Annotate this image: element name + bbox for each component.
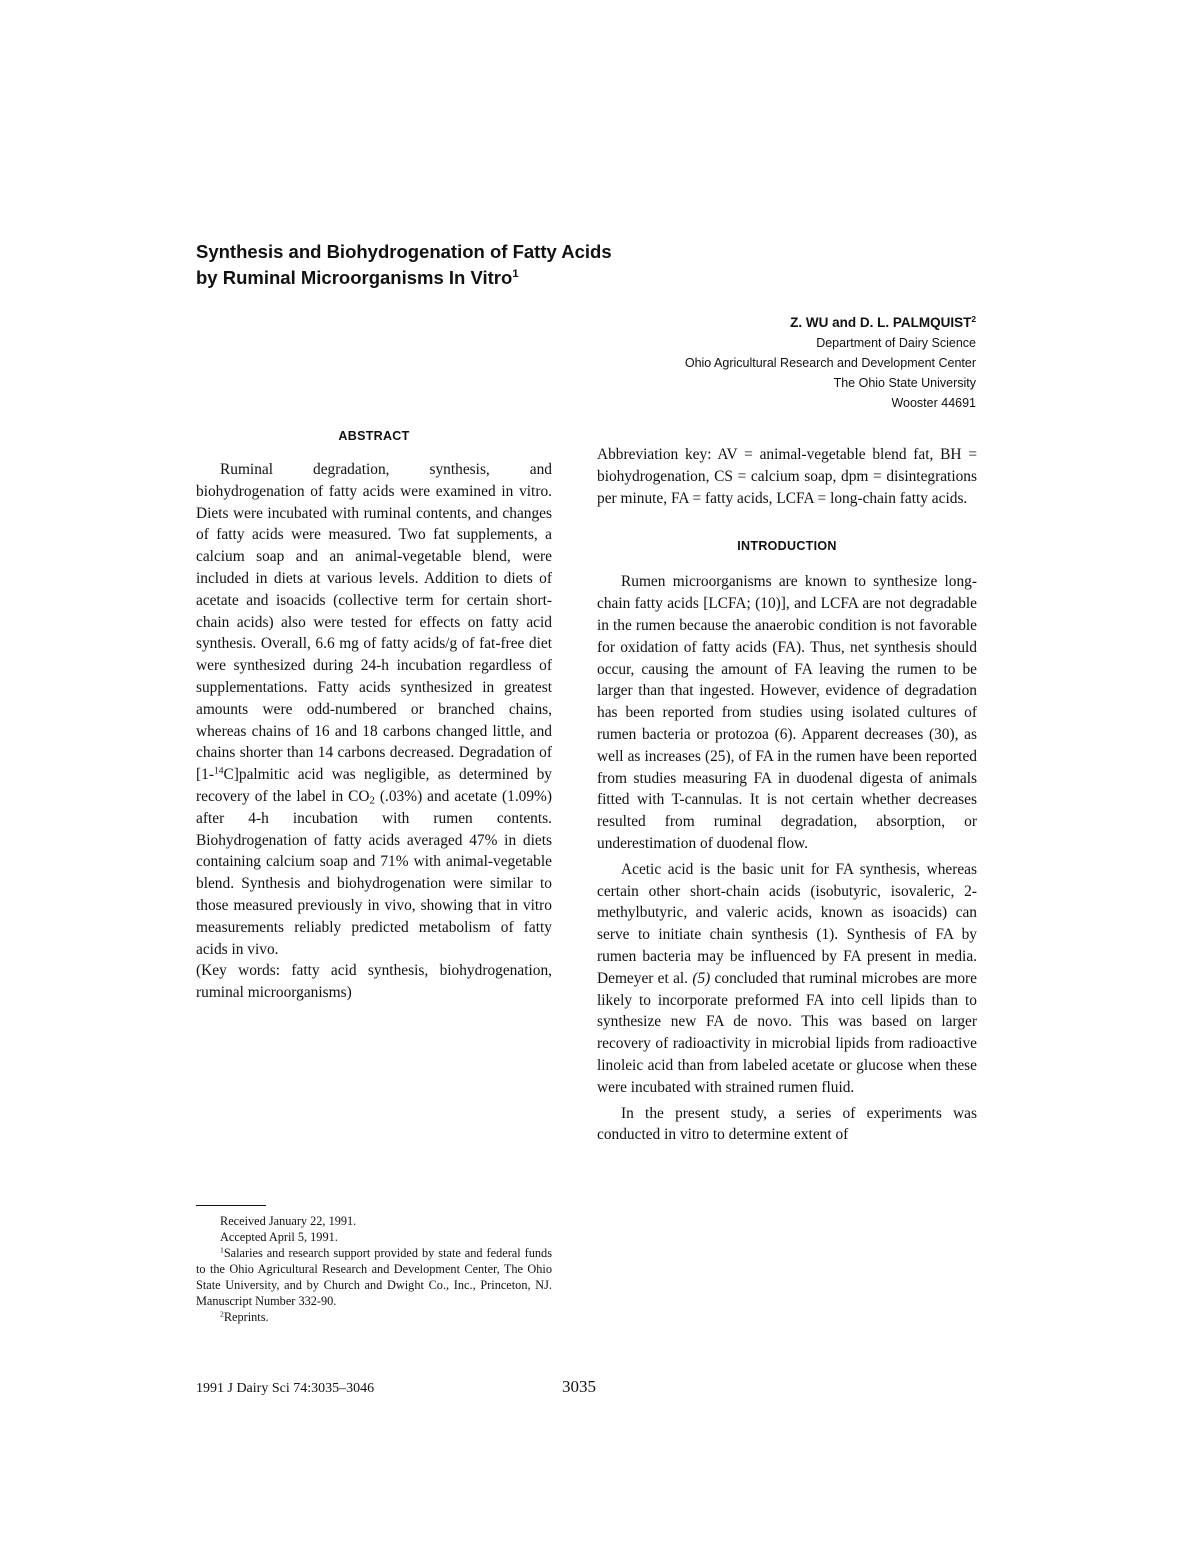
title-line-2 — [196, 265, 836, 291]
abbreviation-key-label: Abbreviation key: — [597, 446, 712, 463]
footnote-2-marker: 2 — [220, 1309, 224, 1319]
author-names — [685, 313, 976, 333]
title-line-1: Synthesis and Biohydrogenation of Fatty Acids — [196, 241, 612, 262]
affiliation-center: Ohio Agricultural Research and Development Center — [684, 356, 976, 370]
introduction-paragraph-2 — [597, 859, 977, 1099]
affiliation-city: Wooster 44691 — [891, 396, 976, 410]
abstract-text-part-2: C]palmitic acid was negligible, as determined by recovery of the label in CO — [196, 766, 552, 805]
abstract-section — [196, 429, 552, 1004]
footnote-2-text: Reprints. — [223, 1310, 269, 1324]
co2-subscript: 2 — [369, 794, 375, 807]
author-block — [685, 313, 976, 413]
citation-reference: (5) — [692, 969, 711, 987]
footnote-2 — [196, 1309, 552, 1325]
isotope-mass: 14 — [213, 765, 224, 777]
affiliation-department: Department of Dairy Science — [816, 336, 976, 350]
journal-reference: 1991 J Dairy Sci 74:3035–3046 — [196, 1381, 375, 1396]
abstract-text — [196, 459, 552, 960]
footnote-divider — [196, 1205, 266, 1206]
footnotes — [196, 1213, 552, 1325]
abbreviation-key-text: AV = animal-vegetable blend fat, BH = biohydrogenation, CS = calcium soap, dpm = disintegrations per minute, FA = fatty acids, LCFA = long-chain fatty acids. — [597, 446, 977, 507]
abstract-text-part-1: Ruminal degradation, synthesis, and biohydrogenation of fatty acids were examined in vitro. Diets were incubated with ruminal contents, and changes of fatty acids were measured. Two fat supplements, a calcium soap and an animal-vegetable blend, were included in diets at various levels. Addition to diets of acetate and isoacids (collective term for certain short-chain acids) also were tested for effects on fatty acid synthesis. Overall, 6.6 mg of fatty acids/g of fat-free diet were synthesized during 24-h incubation regardless of supplementations. Fatty acids synthesized in greatest amounts were odd-numbered or branched chains, whereas chains of 16 and 18 carbons changed little, and chains shorter than 14 carbons decreased. Degradation of [1- — [196, 461, 552, 784]
footnote-1 — [196, 1245, 552, 1309]
received-date: Received January 22, 1991. — [220, 1214, 357, 1228]
right-column — [597, 444, 977, 1146]
footnote-1-marker: 1 — [220, 1245, 224, 1255]
author-names-text: Z. WU and D. L. PALMQUIST — [790, 315, 972, 330]
introduction-paragraph-1: Rumen microorganisms are known to synthesize long-chain fatty acids [LCFA; (10)], and LCFA are not degradable in the rumen because the anaerobic condition is not favorable for oxidation of fatty acids (FA). Thus, net synthesis should occur, causing the amount of FA leaving the rumen to be larger than that ingested. However, evidence of degradation has been reported from studies using isolated cultures of rumen bacteria or protozoa (6). Apparent decreases (30), as well as increases (25), of FA in the rumen have been reported from studies measuring FA in duodenal digesta of animals fitted with T-cannulas. It is not certain whether decreases resulted from ruminal degradation, absorption, or underestimation of duodenal flow. — [597, 573, 977, 852]
accepted-date: Accepted April 5, 1991. — [220, 1230, 338, 1244]
author-footnote-marker: 2 — [971, 313, 976, 324]
title-footnote-marker: 1 — [512, 268, 519, 281]
introduction-paragraph-3: In the present study, a series of experiments was conducted in vitro to determine extent of — [597, 1104, 977, 1144]
introduction-heading: INTRODUCTION — [737, 539, 837, 554]
abstract-text-part-3: (.03%) and acetate (1.09%) after 4-h incubation with rumen contents. Biohydrogenation of fatty acids averaged 47% in diets containing calcium soap and 71% with animal-vegetable blend. Synthesis and biohydrogenation were similar to those measured previously in vivo, showing that in vitro measurements reliably predicted metabolism of fatty acids in vivo. — [196, 787, 553, 958]
footnote-1-text: Salaries and research support provided by state and federal funds to the Ohio Agricultural Research and Development Center, The Ohio State University, and by Church and Dwight Co., Inc., Princeton, NJ. Manuscript Number 332-90. — [196, 1246, 552, 1308]
title-line-2-text: by Ruminal Microorganisms In Vitro — [196, 267, 513, 288]
abbreviation-key — [597, 444, 977, 509]
introduction-paragraph-2-part-1: Acetic acid is the basic unit for FA synthesis, whereas certain other short-chain acids (isobutyric, isovaleric, 2-methylbutyric, and valeric acids, known as isoacids) can serve to initiate chain synthesis (1). Synthesis of FA by rumen bacteria may be influenced by FA present in media. Demeyer et al. — [597, 860, 977, 987]
page-number: 3035 — [562, 1377, 596, 1396]
abstract-keywords: (Key words: fatty acid synthesis, biohydrogenation, ruminal microorganisms) — [196, 962, 552, 1002]
affiliation-university: The Ohio State University — [833, 376, 976, 390]
article-title — [196, 239, 836, 291]
abstract-heading: ABSTRACT — [338, 429, 410, 443]
introduction-paragraph-2-part-2: concluded that ruminal microbes are more likely to incorporate preformed FA into cell lipids than to synthesize new FA de novo. This was based on larger recovery of radioactivity in microbial lipids from radioactive linoleic acid than from labeled acetate or glucose when these were incubated with strained rumen fluid. — [597, 969, 977, 1096]
